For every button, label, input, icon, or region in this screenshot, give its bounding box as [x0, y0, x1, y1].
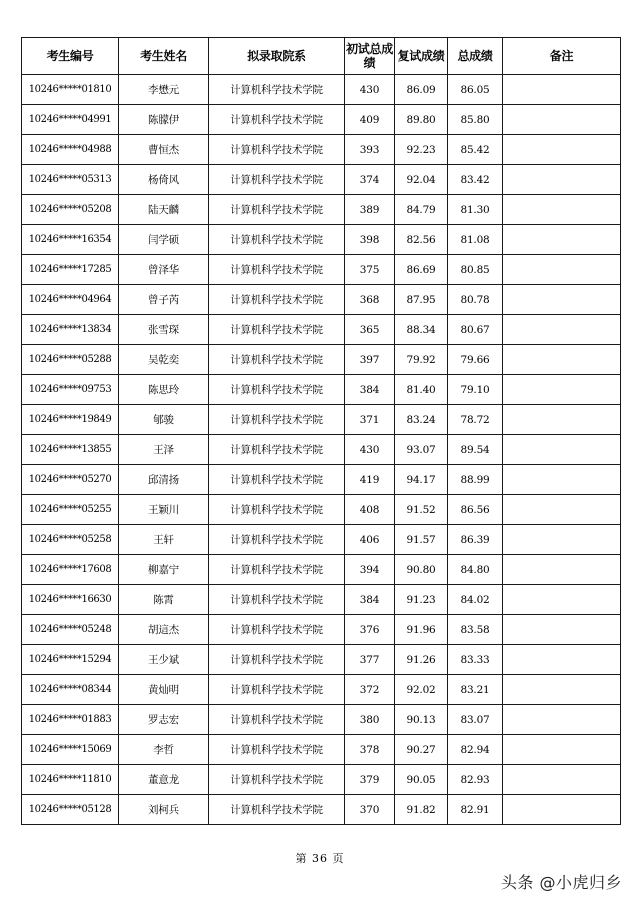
cell-dept: 计算机科学技术学院 [209, 495, 345, 525]
cell-note [503, 285, 621, 315]
cell-id: 10246*****19849 [22, 405, 119, 435]
table-row [22, 105, 621, 135]
cell-retest-score: 91.82 [395, 795, 448, 825]
cell-initial-score: 368 [345, 285, 395, 315]
cell-id: 10246*****04964 [22, 285, 119, 315]
table-header [22, 38, 621, 75]
cell-name: 李懋元 [119, 75, 209, 105]
cell-dept: 计算机科学技术学院 [209, 525, 345, 555]
cell-note [503, 315, 621, 345]
cell-initial-score: 409 [345, 105, 395, 135]
header-initial-score: 初试总成绩 [345, 38, 395, 75]
cell-dept: 计算机科学技术学院 [209, 615, 345, 645]
table-row [22, 135, 621, 165]
admission-table [21, 37, 621, 825]
cell-name: 杨倚风 [119, 165, 209, 195]
cell-name: 曾子芮 [119, 285, 209, 315]
cell-initial-score: 372 [345, 675, 395, 705]
cell-id: 10246*****01883 [22, 705, 119, 735]
cell-dept: 计算机科学技术学院 [209, 225, 345, 255]
cell-note [503, 615, 621, 645]
cell-retest-score: 92.04 [395, 165, 448, 195]
cell-id: 10246*****09753 [22, 375, 119, 405]
cell-initial-score: 430 [345, 75, 395, 105]
cell-note [503, 585, 621, 615]
cell-dept: 计算机科学技术学院 [209, 795, 345, 825]
cell-id: 10246*****05258 [22, 525, 119, 555]
cell-name: 罗志宏 [119, 705, 209, 735]
header-name: 考生姓名 [119, 38, 209, 75]
cell-id: 10246*****17285 [22, 255, 119, 285]
cell-name: 王颖川 [119, 495, 209, 525]
cell-initial-score: 376 [345, 615, 395, 645]
cell-initial-score: 408 [345, 495, 395, 525]
cell-name: 胡這杰 [119, 615, 209, 645]
cell-note [503, 555, 621, 585]
cell-id: 10246*****11810 [22, 765, 119, 795]
cell-note [503, 435, 621, 465]
cell-total-score: 85.80 [448, 105, 503, 135]
header-dept: 拟录取院系 [209, 38, 345, 75]
cell-id: 10246*****17608 [22, 555, 119, 585]
cell-name: 闫学硕 [119, 225, 209, 255]
cell-total-score: 81.08 [448, 225, 503, 255]
cell-total-score: 81.30 [448, 195, 503, 225]
cell-total-score: 83.21 [448, 675, 503, 705]
table-body [22, 75, 621, 825]
cell-initial-score: 389 [345, 195, 395, 225]
cell-dept: 计算机科学技术学院 [209, 105, 345, 135]
cell-total-score: 82.94 [448, 735, 503, 765]
table-row [22, 645, 621, 675]
table-row [22, 525, 621, 555]
cell-id: 10246*****08344 [22, 675, 119, 705]
cell-id: 10246*****13834 [22, 315, 119, 345]
cell-id: 10246*****04991 [22, 105, 119, 135]
cell-total-score: 84.80 [448, 555, 503, 585]
cell-note [503, 705, 621, 735]
table-row [22, 795, 621, 825]
cell-name: 郇骏 [119, 405, 209, 435]
cell-total-score: 80.85 [448, 255, 503, 285]
cell-id: 10246*****01810 [22, 75, 119, 105]
cell-retest-score: 94.17 [395, 465, 448, 495]
cell-id: 10246*****16630 [22, 585, 119, 615]
table-row [22, 165, 621, 195]
cell-initial-score: 371 [345, 405, 395, 435]
header-row [22, 38, 621, 75]
cell-retest-score: 88.34 [395, 315, 448, 345]
table-row [22, 75, 621, 105]
cell-name: 王泽 [119, 435, 209, 465]
cell-dept: 计算机科学技术学院 [209, 195, 345, 225]
cell-retest-score: 90.05 [395, 765, 448, 795]
cell-retest-score: 81.40 [395, 375, 448, 405]
cell-name: 董意龙 [119, 765, 209, 795]
cell-dept: 计算机科学技术学院 [209, 735, 345, 765]
cell-retest-score: 83.24 [395, 405, 448, 435]
cell-retest-score: 86.69 [395, 255, 448, 285]
cell-note [503, 465, 621, 495]
cell-dept: 计算机科学技术学院 [209, 585, 345, 615]
table-row [22, 765, 621, 795]
cell-initial-score: 394 [345, 555, 395, 585]
cell-initial-score: 380 [345, 705, 395, 735]
cell-total-score: 88.99 [448, 465, 503, 495]
cell-initial-score: 419 [345, 465, 395, 495]
cell-retest-score: 90.27 [395, 735, 448, 765]
cell-total-score: 83.58 [448, 615, 503, 645]
cell-retest-score: 91.26 [395, 645, 448, 675]
cell-initial-score: 378 [345, 735, 395, 765]
cell-retest-score: 84.79 [395, 195, 448, 225]
cell-name: 刘柯兵 [119, 795, 209, 825]
cell-id: 10246*****05208 [22, 195, 119, 225]
cell-name: 陈朦伊 [119, 105, 209, 135]
cell-note [503, 795, 621, 825]
cell-note [503, 765, 621, 795]
cell-retest-score: 87.95 [395, 285, 448, 315]
cell-retest-score: 89.80 [395, 105, 448, 135]
cell-note [503, 195, 621, 225]
cell-total-score: 86.05 [448, 75, 503, 105]
header-note: 备注 [503, 38, 621, 75]
cell-initial-score: 375 [345, 255, 395, 285]
cell-initial-score: 377 [345, 645, 395, 675]
cell-dept: 计算机科学技术学院 [209, 345, 345, 375]
cell-total-score: 79.10 [448, 375, 503, 405]
cell-dept: 计算机科学技术学院 [209, 285, 345, 315]
table-row [22, 375, 621, 405]
cell-dept: 计算机科学技术学院 [209, 465, 345, 495]
header-retest-score: 复试成绩 [395, 38, 448, 75]
table-row [22, 285, 621, 315]
cell-name: 张雪琛 [119, 315, 209, 345]
cell-id: 10246*****16354 [22, 225, 119, 255]
cell-retest-score: 90.13 [395, 705, 448, 735]
table-row [22, 555, 621, 585]
cell-total-score: 82.91 [448, 795, 503, 825]
cell-id: 10246*****13855 [22, 435, 119, 465]
cell-note [503, 375, 621, 405]
cell-name: 王少斌 [119, 645, 209, 675]
cell-retest-score: 92.23 [395, 135, 448, 165]
cell-note [503, 405, 621, 435]
table-row [22, 585, 621, 615]
cell-id: 10246*****05255 [22, 495, 119, 525]
cell-id: 10246*****15069 [22, 735, 119, 765]
cell-dept: 计算机科学技术学院 [209, 765, 345, 795]
cell-name: 邱清扬 [119, 465, 209, 495]
watermark: 头条 @小虎归乡 [500, 873, 622, 892]
cell-total-score: 80.78 [448, 285, 503, 315]
cell-retest-score: 86.09 [395, 75, 448, 105]
cell-initial-score: 397 [345, 345, 395, 375]
cell-dept: 计算机科学技术学院 [209, 705, 345, 735]
cell-dept: 计算机科学技术学院 [209, 135, 345, 165]
cell-dept: 计算机科学技术学院 [209, 555, 345, 585]
table-row [22, 675, 621, 705]
cell-dept: 计算机科学技术学院 [209, 255, 345, 285]
cell-dept: 计算机科学技术学院 [209, 75, 345, 105]
cell-initial-score: 384 [345, 585, 395, 615]
cell-name: 陈思玲 [119, 375, 209, 405]
header-total-score: 总成绩 [448, 38, 503, 75]
cell-id: 10246*****05128 [22, 795, 119, 825]
table-row [22, 315, 621, 345]
cell-id: 10246*****05313 [22, 165, 119, 195]
table-row [22, 495, 621, 525]
cell-dept: 计算机科学技术学院 [209, 675, 345, 705]
cell-total-score: 86.56 [448, 495, 503, 525]
table-row [22, 435, 621, 465]
cell-note [503, 225, 621, 255]
cell-retest-score: 91.23 [395, 585, 448, 615]
cell-dept: 计算机科学技术学院 [209, 405, 345, 435]
cell-initial-score: 430 [345, 435, 395, 465]
header-id: 考生编号 [22, 38, 119, 75]
cell-dept: 计算机科学技术学院 [209, 165, 345, 195]
cell-name: 曾泽华 [119, 255, 209, 285]
cell-total-score: 79.66 [448, 345, 503, 375]
cell-dept: 计算机科学技术学院 [209, 435, 345, 465]
cell-total-score: 89.54 [448, 435, 503, 465]
cell-retest-score: 91.57 [395, 525, 448, 555]
cell-note [503, 675, 621, 705]
cell-retest-score: 92.02 [395, 675, 448, 705]
cell-dept: 计算机科学技术学院 [209, 645, 345, 675]
cell-note [503, 165, 621, 195]
cell-note [503, 645, 621, 675]
cell-note [503, 255, 621, 285]
cell-name: 黄灿明 [119, 675, 209, 705]
cell-retest-score: 91.52 [395, 495, 448, 525]
cell-note [503, 735, 621, 765]
cell-name: 李哲 [119, 735, 209, 765]
cell-note [503, 495, 621, 525]
cell-name: 吴乾奕 [119, 345, 209, 375]
cell-total-score: 80.67 [448, 315, 503, 345]
cell-name: 陆天麟 [119, 195, 209, 225]
cell-initial-score: 370 [345, 795, 395, 825]
table-row [22, 225, 621, 255]
cell-note [503, 525, 621, 555]
table-row [22, 735, 621, 765]
cell-total-score: 83.33 [448, 645, 503, 675]
admission-list [21, 37, 620, 825]
cell-total-score: 83.07 [448, 705, 503, 735]
cell-id: 10246*****05270 [22, 465, 119, 495]
cell-note [503, 135, 621, 165]
cell-name: 陈霄 [119, 585, 209, 615]
cell-note [503, 75, 621, 105]
table-row [22, 255, 621, 285]
cell-initial-score: 406 [345, 525, 395, 555]
cell-initial-score: 384 [345, 375, 395, 405]
cell-id: 10246*****05248 [22, 615, 119, 645]
table-row [22, 405, 621, 435]
table-row [22, 345, 621, 375]
cell-retest-score: 93.07 [395, 435, 448, 465]
cell-id: 10246*****04988 [22, 135, 119, 165]
cell-total-score: 83.42 [448, 165, 503, 195]
table-row [22, 465, 621, 495]
cell-initial-score: 379 [345, 765, 395, 795]
page-number: 第 36 页 [295, 852, 345, 865]
cell-initial-score: 393 [345, 135, 395, 165]
cell-initial-score: 365 [345, 315, 395, 345]
cell-initial-score: 398 [345, 225, 395, 255]
cell-total-score: 82.93 [448, 765, 503, 795]
cell-name: 柳嘉宁 [119, 555, 209, 585]
cell-initial-score: 374 [345, 165, 395, 195]
cell-retest-score: 90.80 [395, 555, 448, 585]
cell-retest-score: 79.92 [395, 345, 448, 375]
cell-total-score: 86.39 [448, 525, 503, 555]
cell-dept: 计算机科学技术学院 [209, 315, 345, 345]
table-row [22, 705, 621, 735]
table-row [22, 615, 621, 645]
cell-retest-score: 82.56 [395, 225, 448, 255]
cell-id: 10246*****05288 [22, 345, 119, 375]
cell-note [503, 105, 621, 135]
cell-dept: 计算机科学技术学院 [209, 375, 345, 405]
cell-total-score: 84.02 [448, 585, 503, 615]
cell-total-score: 85.42 [448, 135, 503, 165]
cell-note [503, 345, 621, 375]
cell-name: 王轩 [119, 525, 209, 555]
table-row [22, 195, 621, 225]
cell-retest-score: 91.96 [395, 615, 448, 645]
cell-total-score: 78.72 [448, 405, 503, 435]
cell-id: 10246*****15294 [22, 645, 119, 675]
cell-name: 曹恒杰 [119, 135, 209, 165]
